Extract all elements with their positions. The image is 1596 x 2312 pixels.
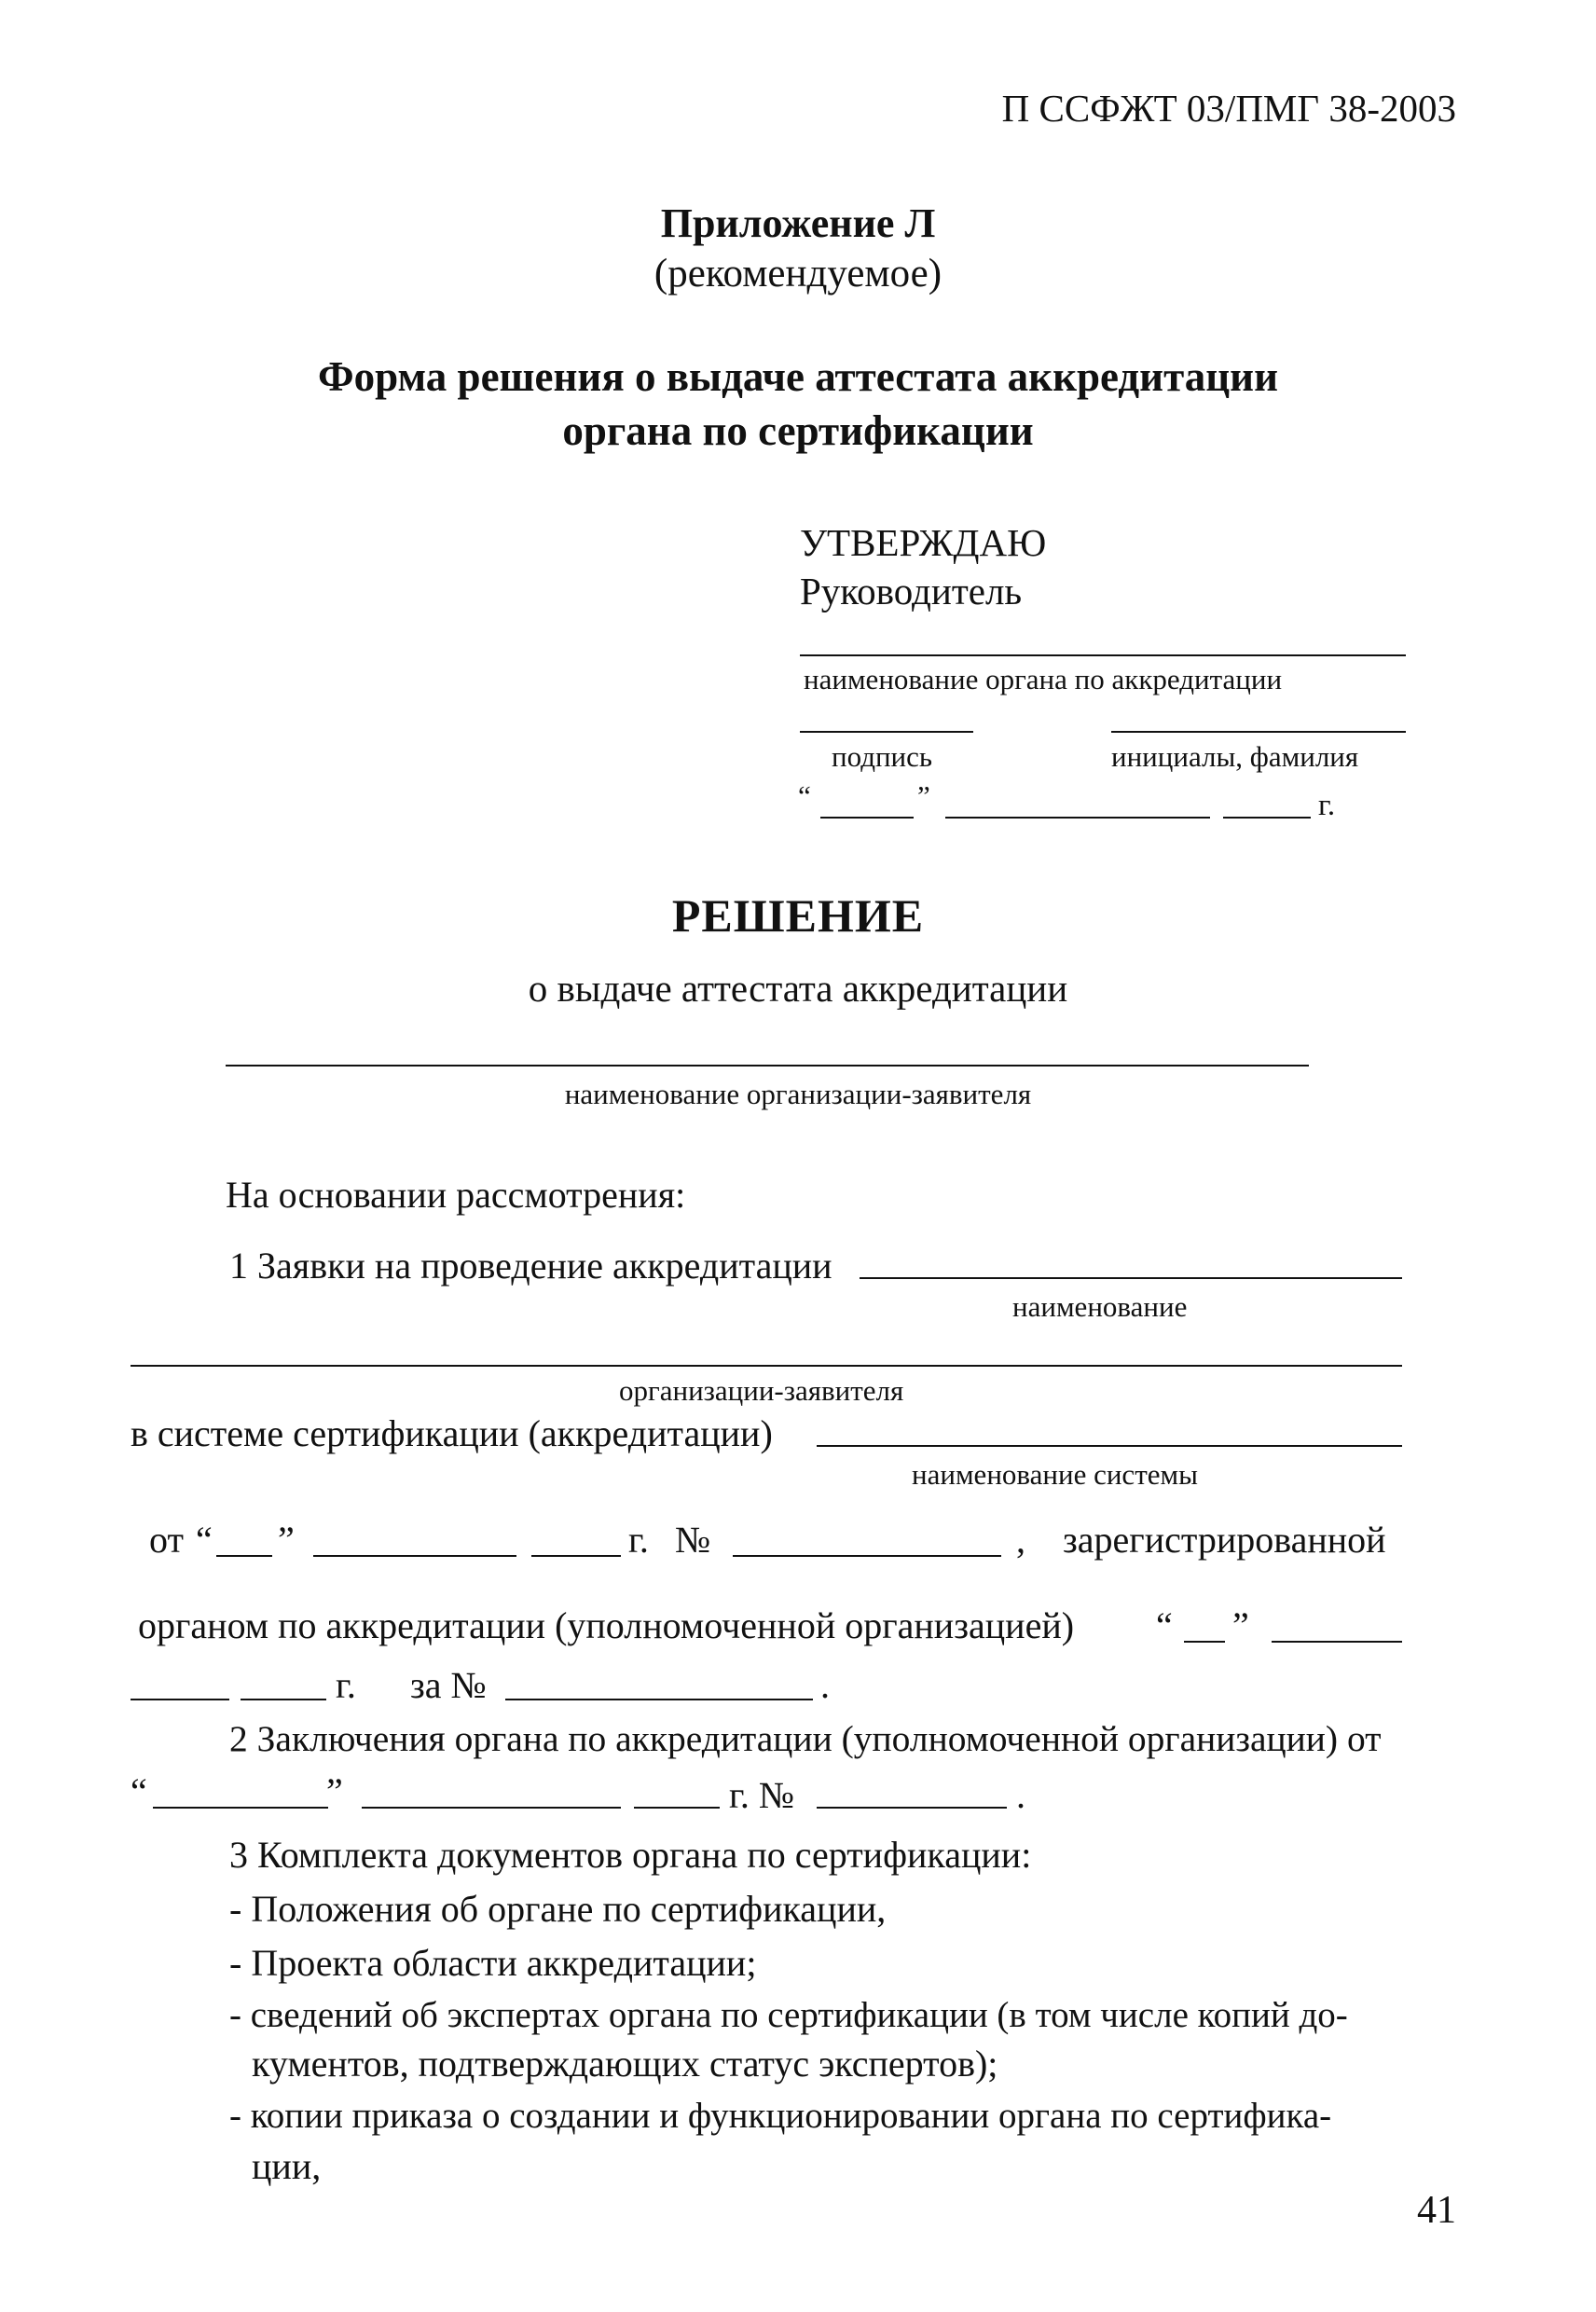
item1-text: 1 Заявки на проведение аккредитации bbox=[229, 1245, 832, 1287]
approve-label: УТВЕРЖДАЮ bbox=[800, 521, 1047, 564]
head-label: Руководитель bbox=[800, 570, 1023, 612]
applicant-org-line bbox=[131, 1365, 1402, 1367]
initials-line bbox=[1111, 731, 1406, 733]
applicant-name-line bbox=[226, 1065, 1309, 1067]
signature-caption: подпись bbox=[832, 740, 933, 773]
from-open-quote: “ bbox=[196, 1519, 213, 1561]
org-name-caption: наименование органа по аккредитации bbox=[804, 663, 1283, 695]
from-year-label: г. bbox=[628, 1519, 649, 1561]
from-close-quote: ” bbox=[278, 1519, 295, 1561]
from-comma: , bbox=[1016, 1519, 1025, 1561]
item2-close-quote: ” bbox=[326, 1770, 343, 1812]
item2-year-number: г. № bbox=[729, 1774, 795, 1816]
bullet-4-line1: - копии приказа о создании и функционировании органа по сертифика- bbox=[229, 2096, 1332, 2136]
date-year-line bbox=[1223, 817, 1311, 819]
by-day-line bbox=[1184, 1641, 1225, 1643]
system-line bbox=[817, 1445, 1402, 1447]
appendix-title: Приложение Л bbox=[660, 200, 936, 246]
applicant-org-caption: организации-заявителя bbox=[619, 1374, 904, 1407]
org-name-line bbox=[800, 654, 1406, 656]
by-year-line bbox=[241, 1699, 326, 1700]
from-number-line bbox=[733, 1555, 1001, 1557]
by-year-label: г. bbox=[336, 1664, 356, 1706]
from-year-line bbox=[531, 1555, 621, 1557]
item1-line bbox=[860, 1277, 1402, 1279]
for-number-label: за № bbox=[410, 1664, 487, 1706]
for-number-line bbox=[505, 1699, 813, 1700]
for-number-period: . bbox=[820, 1664, 830, 1706]
appendix-subtitle: (рекомендуемое) bbox=[654, 252, 942, 296]
form-title-line1: Форма решения о выдаче аттестата аккредитации bbox=[317, 353, 1279, 400]
decision-subtitle: о выдаче аттестата аккредитации bbox=[528, 967, 1068, 1010]
item2-number-line bbox=[817, 1807, 1007, 1809]
basis-text: На основании рассмотрения: bbox=[226, 1174, 686, 1216]
bullet-2: - Проекта области аккредитации; bbox=[229, 1942, 757, 1984]
from-day-line bbox=[216, 1555, 272, 1557]
from-month-line bbox=[313, 1555, 516, 1557]
by-body-text: органом по аккредитации (уполномоченной организацией) bbox=[138, 1604, 1075, 1646]
form-title-line2: органа по сертификации bbox=[562, 407, 1034, 454]
date-day-line bbox=[820, 817, 914, 819]
system-text: в системе сертификации (аккредитации) bbox=[131, 1412, 773, 1454]
page-number: 41 bbox=[1417, 2189, 1456, 2232]
date-month-line bbox=[945, 817, 1210, 819]
item3-text: 3 Комплекта документов органа по сертификации: bbox=[229, 1834, 1032, 1876]
date-open-quote: “ bbox=[798, 779, 811, 812]
item2-text: 2 Заключения органа по аккредитации (уполномоченной организации) от bbox=[229, 1718, 1382, 1759]
decision-title: РЕШЕНИЕ bbox=[671, 889, 925, 942]
bullet-1: - Положения об органе по сертификации, bbox=[229, 1888, 887, 1930]
by-month2-line bbox=[131, 1699, 229, 1700]
by-open-quote: “ bbox=[1156, 1604, 1173, 1646]
item2-month-line bbox=[362, 1807, 621, 1809]
date-year-suffix: г. bbox=[1318, 789, 1336, 822]
item2-open-quote: “ bbox=[131, 1770, 147, 1812]
item2-year-line bbox=[634, 1807, 720, 1809]
applicant-name-caption: наименование организации-заявителя bbox=[564, 1078, 1032, 1110]
system-caption: наименование системы bbox=[912, 1458, 1198, 1491]
from-number-sign: № bbox=[675, 1519, 711, 1561]
date-close-quote: ” bbox=[917, 779, 930, 812]
document-code: П ССФЖТ 03/ПМГ 38-2003 bbox=[1001, 87, 1456, 130]
by-close-quote: ” bbox=[1232, 1604, 1249, 1646]
registered-text: зарегистрированной bbox=[1063, 1519, 1386, 1561]
by-month-line bbox=[1272, 1641, 1402, 1643]
item2-period: . bbox=[1016, 1774, 1025, 1816]
item1-name-caption: наименование bbox=[1012, 1290, 1188, 1323]
bullet-4-line2: ции, bbox=[252, 2145, 322, 2187]
from-label: от bbox=[149, 1519, 184, 1561]
initials-caption: инициалы, фамилия bbox=[1111, 740, 1359, 773]
bullet-3-line1: - сведений об экспертах органа по сертификации (в том числе копий до- bbox=[229, 1995, 1348, 2035]
signature-line bbox=[800, 731, 973, 733]
item2-day-line bbox=[153, 1807, 328, 1809]
bullet-3-line2: кументов, подтверждающих статус экспертов); bbox=[252, 2043, 998, 2085]
